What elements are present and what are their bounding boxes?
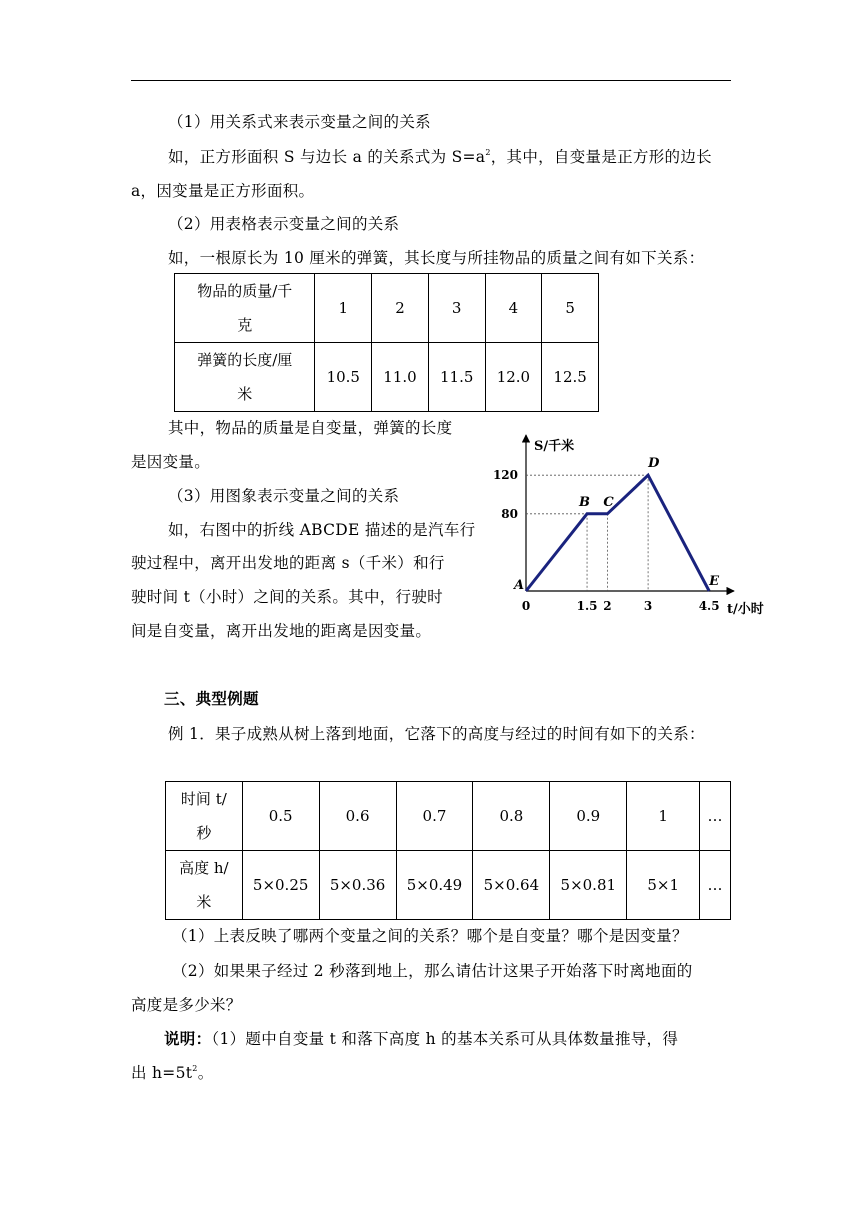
point-label-d: D (648, 456, 660, 472)
y-tick-label: 120 (492, 468, 518, 483)
section1-heading: （1）用关系式来表示变量之间的关系 (168, 113, 431, 131)
table-cell: 5 (542, 274, 599, 343)
section4-heading: 三、典型例题 (164, 689, 259, 708)
table-cell: 2 (372, 274, 429, 343)
table-cell: 5×0.36 (319, 851, 396, 920)
table-cell: 12.0 (485, 343, 542, 412)
x-tick-label: 1.5 (576, 599, 598, 613)
x-tick-label: 0 (521, 599, 531, 613)
table-cell: 5×0.49 (396, 851, 473, 920)
table-cell: 5×0.81 (550, 851, 627, 920)
section2-after-line2: 是因变量。 (131, 453, 211, 471)
fruit-table (165, 781, 731, 920)
section3-line2: 驶过程中，离开出发地的距离 s（千米）和行 (131, 554, 445, 572)
table-cell: 11.5 (428, 343, 485, 412)
section2-intro: 如，一根原长为 10 厘米的弹簧，其长度与所挂物品的质量之间有如下关系： (168, 249, 705, 267)
x-tick-label: 3 (643, 599, 653, 613)
table-row (175, 343, 599, 412)
table-cell: … (700, 782, 731, 851)
point-label-e: E (709, 574, 720, 589)
table-cell: 10.5 (315, 343, 372, 412)
section3-line3: 驶时间 t（小时）之间的关系。其中，行驶时 (131, 588, 443, 606)
point-label-c: C (603, 494, 614, 510)
spring-table (174, 273, 599, 412)
section1-example-line2: a，因变量是正方形面积。 (131, 182, 315, 200)
header-rule (131, 80, 731, 81)
x-tick-label: 2 (603, 599, 612, 613)
row-label: 物品的质量/千 克 (175, 274, 315, 343)
table-cell: … (700, 851, 731, 920)
question-2-line1: （2）如果果子经过 2 秒落到地上，那么请估计这果子开始落下时离地面的 (172, 962, 693, 980)
section3-line4: 间是自变量，离开出发地的距离是因变量。 (131, 622, 432, 640)
table-cell: 0.5 (242, 782, 319, 851)
note-line2: 出 $h=5t^2$。 (131, 1064, 214, 1082)
table-cell: 3 (428, 274, 485, 343)
table-cell: 0.7 (396, 782, 473, 851)
section2-after-line1: 其中，物品的质量是自变量，弹簧的长度 (168, 419, 453, 437)
table-cell: 11.0 (372, 343, 429, 412)
table-cell: 0.8 (473, 782, 550, 851)
section3-line1: 如，右图中的折线 ABCDE 描述的是汽车行 (168, 521, 476, 539)
table-cell: 4 (485, 274, 542, 343)
point-label-a: A (514, 578, 525, 593)
x-tick-label: 4.5 (698, 599, 720, 613)
section3-heading: （3）用图象表示变量之间的关系 (168, 487, 400, 505)
x-axis-label: t/小时 (727, 602, 764, 617)
y-tick-label: 80 (501, 506, 518, 521)
example1-intro: 例 1．果子成熟从树上落到地面，它落下的高度与经过的时间有如下的关系： (168, 725, 705, 743)
question-1: （1）上表反映了哪两个变量之间的关系？哪个是自变量？哪个是因变量？ (172, 927, 688, 945)
table-row (166, 782, 731, 851)
table-cell: 0.9 (550, 782, 627, 851)
section1-example: 如，正方形面积 S 与边长 a 的关系式为 $S=a^2$，其中，自变量是正方形的边长 (168, 148, 712, 166)
row-label: 时间 t/ 秒 (166, 782, 243, 851)
table-cell: 5×1 (627, 851, 700, 920)
question-2-line2: 高度是多少米？ (131, 996, 242, 1014)
row-label: 弹簧的长度/厘 米 (175, 343, 315, 412)
row-label: 高度 h/ 米 (166, 851, 243, 920)
table-cell: 1 (627, 782, 700, 851)
y-axis-label: S/千米 (534, 439, 575, 454)
table-row (175, 274, 599, 343)
table-cell: 12.5 (542, 343, 599, 412)
table-cell: 5×0.25 (242, 851, 319, 920)
section2-heading: （2）用表格表示变量之间的关系 (168, 215, 400, 233)
note: 说明：（1）题中自变量 t 和落下高度 h 的基本关系可从具体数量推导，得 (164, 1029, 679, 1048)
table-cell: 0.6 (319, 782, 396, 851)
distance-time-chart (492, 425, 792, 625)
point-label-b: B (579, 494, 591, 510)
note-label: 说明： (164, 1029, 212, 1048)
series-line (526, 475, 709, 591)
table-row (166, 851, 731, 920)
table-cell: 1 (315, 274, 372, 343)
table-cell: 5×0.64 (473, 851, 550, 920)
